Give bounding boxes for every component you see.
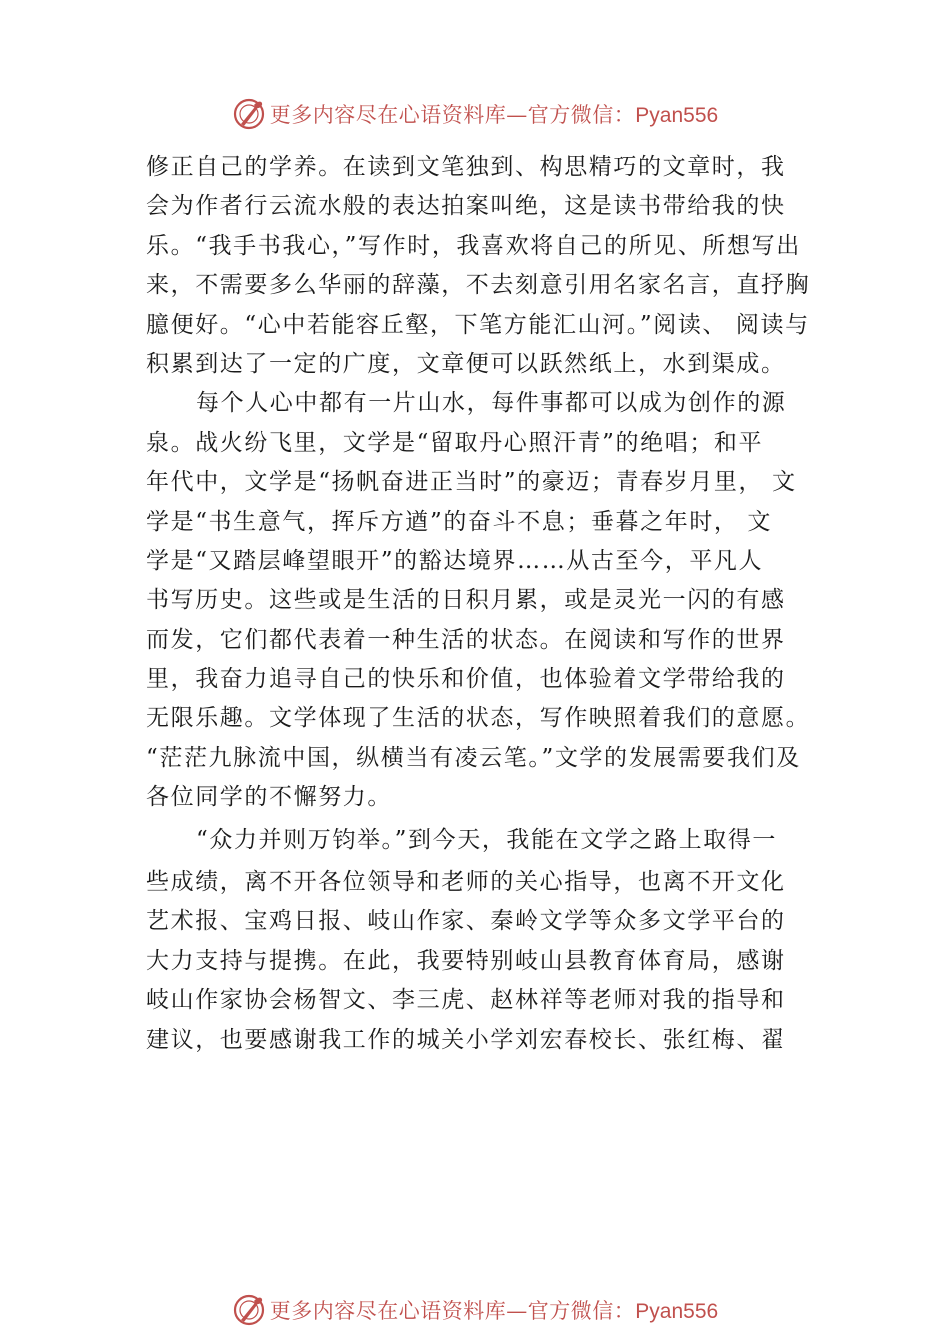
- text-line: 会为作者行云流水般的表达拍案叫绝，这是读书带给我的快: [146, 193, 786, 220]
- paragraph-start-line: “众力并则万钧举。”到今天，我能在文学之路上取得一: [196, 826, 778, 853]
- footer-banner-text: 更多内容尽在心语资料库—官方微信：Pyan556: [269, 1299, 719, 1323]
- header-wechat-id: Pyan556: [635, 104, 719, 127]
- text-line: 里，我奋力追寻自己的快乐和价值，也体验着文学带给我的: [146, 666, 786, 693]
- quill-seal-icon: [232, 97, 266, 131]
- paragraph-start-line: 每个人心中都有一片山水，每件事都可以成为创作的源: [196, 390, 787, 417]
- article-body: [146, 148, 826, 1060]
- text-line: 积累到达了一定的广度，文章便可以跃然纸上，水到渠成。: [146, 350, 786, 377]
- quill-seal-icon: [232, 1293, 266, 1327]
- header-banner-text: 更多内容尽在心语资料库—官方微信：Pyan556: [269, 103, 719, 127]
- footer-wechat-id: Pyan556: [635, 1300, 719, 1323]
- text-line: 些成绩，离不开各位领导和老师的关心指导，也离不开文化: [146, 869, 786, 896]
- text-line: 各位同学的不懈努力。: [146, 784, 392, 811]
- text-line: 建议，也要感谢我工作的城关小学刘宏春校长、张红梅、翟: [146, 1026, 786, 1053]
- text-line: 臆便好。“心中若能容丘壑，下笔方能汇山河。”阅读、 阅读与: [146, 311, 810, 338]
- text-line: 学是“书生意气，挥斥方遒”的奋斗不息；垂暮之年时， 文: [146, 508, 773, 535]
- text-line: 无限乐趣。文学体现了生活的状态，写作映照着我们的意愿。: [146, 705, 811, 732]
- text-line: 艺术报、宝鸡日报、岐山作家、秦岭文学等众多文学平台的: [146, 908, 786, 935]
- text-line: 岐山作家协会杨智文、李三虎、赵林祥等老师对我的指导和: [146, 987, 786, 1014]
- header-banner: [0, 94, 950, 134]
- text-line: 乐。“我手书我心，”写作时，我喜欢将自己的所见、所想写出: [146, 232, 801, 259]
- text-line: “茫茫九脉流中国，纵横当有凌云笔。”文学的发展需要我们及: [146, 744, 801, 771]
- text-line: 学是“又踏层峰望眼开”的豁达境界……从古至今，平凡人: [146, 547, 764, 574]
- text-line: 泉。战火纷飞里，文学是“留取丹心照汗青”的绝唱；和平: [146, 429, 764, 456]
- text-line: 而发，它们都代表着一种生活的状态。在阅读和写作的世界: [146, 626, 786, 653]
- text-line: 大力支持与提携。在此，我要特别岐山县教育体育局，感谢: [146, 947, 786, 974]
- text-line: 年代中，文学是“扬帆奋进正当时”的豪迈；青春岁月里， 文: [146, 469, 797, 496]
- footer-banner: [0, 1290, 950, 1330]
- text-line: 修正自己的学养。在读到文笔独到、构思精巧的文章时，我: [146, 154, 786, 180]
- text-line: 来，不需要多么华丽的辞藻，不去刻意引用名家名言，直抒胸: [146, 272, 811, 299]
- text-line: 书写历史。这些或是生活的日积月累，或是灵光一闪的有感: [146, 587, 786, 614]
